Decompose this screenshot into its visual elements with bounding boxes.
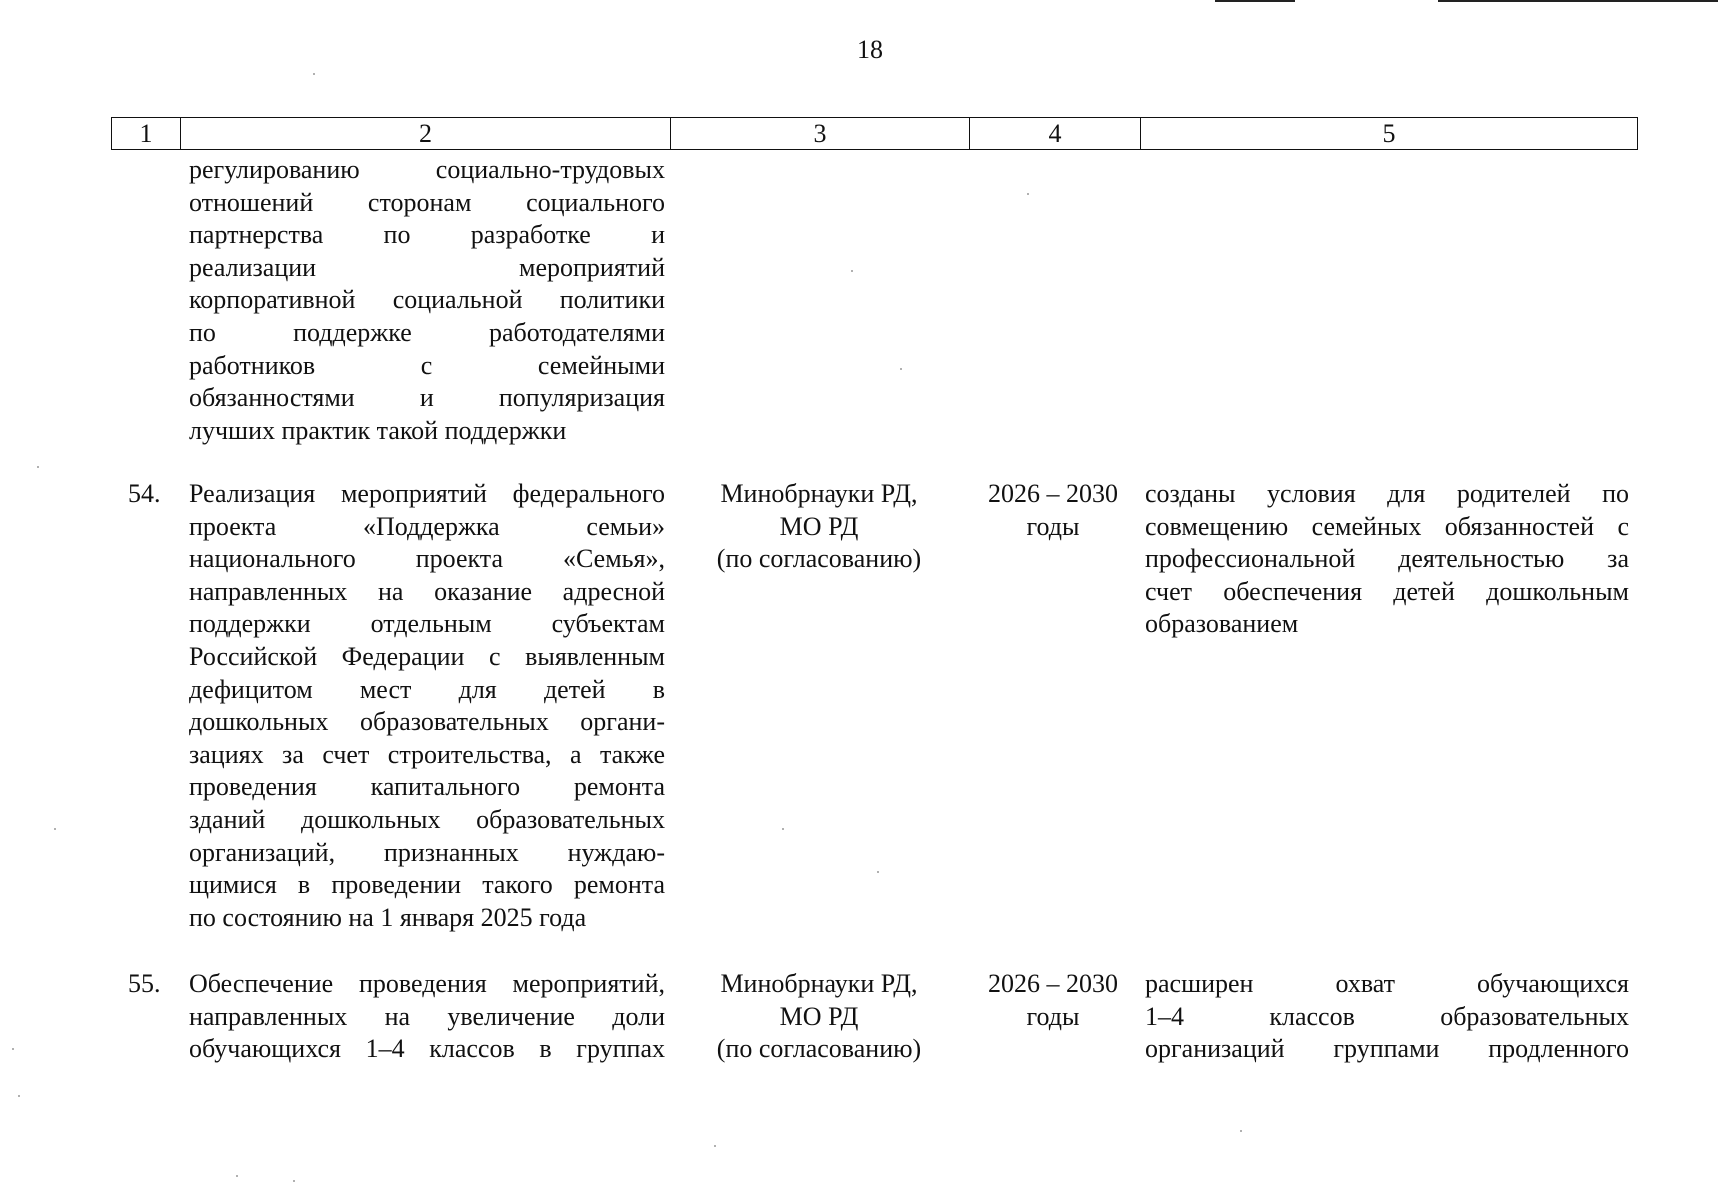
text-line: созданы условия для родителей по bbox=[1145, 479, 1629, 508]
row-event-text bbox=[189, 478, 665, 934]
text-line: образованием bbox=[1145, 609, 1299, 639]
row-result bbox=[1145, 478, 1629, 641]
text-line: проведения капитального ремонта bbox=[189, 772, 665, 802]
text-line: обучающихся 1–4 классов в группах bbox=[189, 1034, 665, 1064]
text-line: работников с семейными bbox=[189, 350, 665, 380]
text-line: 1–4 классов образовательных bbox=[1145, 1001, 1629, 1031]
row-period bbox=[968, 968, 1138, 1033]
text-line: организаций, признанных нуждаю- bbox=[189, 837, 665, 867]
scan-speck bbox=[236, 1175, 238, 1177]
text-line: дошкольных образовательных органи- bbox=[189, 707, 665, 737]
scan-speck bbox=[12, 1048, 14, 1050]
text-line: партнерства по разработке и bbox=[189, 220, 665, 250]
text-line: поддержки отдельным субъектам bbox=[189, 609, 665, 639]
text-line: регулированию социально-трудовых bbox=[189, 155, 665, 184]
column-header-3: 3 bbox=[671, 118, 970, 150]
text-line: годы bbox=[1026, 1001, 1080, 1031]
row-event-text bbox=[189, 968, 665, 1066]
column-header-2: 2 bbox=[181, 118, 671, 150]
page-number: 18 bbox=[857, 35, 883, 64]
column-header-4: 4 bbox=[970, 118, 1141, 150]
text-line: реализации мероприятий bbox=[189, 252, 665, 282]
text-line: зациях за счет строительства, а также bbox=[189, 739, 665, 769]
text-line: направленных на оказание адресной bbox=[189, 576, 665, 606]
scan-speck bbox=[54, 828, 56, 830]
text-line: Обеспечение проведения мероприятий, bbox=[189, 969, 665, 998]
text-line: расширен охват обучающихся bbox=[1145, 969, 1629, 998]
table-header bbox=[111, 117, 1638, 150]
row-number: 54. bbox=[128, 479, 161, 508]
row-result bbox=[1145, 968, 1629, 1066]
text-line: лучших практик такой поддержки bbox=[189, 415, 567, 445]
text-line: МО РД bbox=[779, 1001, 859, 1031]
scan-speck bbox=[18, 1095, 20, 1097]
top-edge-rule bbox=[1215, 0, 1295, 2]
text-line: проекта «Поддержка семьи» bbox=[189, 511, 665, 541]
text-line: Минобрнауки РД, bbox=[720, 479, 918, 508]
continuation-event-text bbox=[189, 154, 665, 447]
text-line: национального проекта «Семья», bbox=[189, 544, 665, 574]
scan-speck bbox=[313, 73, 315, 75]
text-line: зданий дошкольных образовательных bbox=[189, 804, 665, 834]
text-line: по поддержке работодателями bbox=[189, 317, 665, 347]
text-line: щимися в проведении такого ремонта bbox=[189, 870, 665, 900]
scan-speck bbox=[900, 368, 902, 370]
column-header-5: 5 bbox=[1141, 118, 1638, 150]
text-line: (по согласованию) bbox=[716, 544, 922, 574]
text-line: обязанностями и популяризация bbox=[189, 383, 665, 413]
scan-speck bbox=[714, 1145, 716, 1147]
text-line: 2026 – 2030 bbox=[988, 479, 1118, 508]
text-line: отношений сторонам социального bbox=[189, 187, 665, 217]
text-line: Минобрнауки РД, bbox=[720, 969, 918, 998]
text-line: организаций группами продленного bbox=[1145, 1034, 1629, 1064]
text-line: совмещению семейных обязанностей с bbox=[1145, 511, 1629, 541]
text-line: по состоянию на 1 января 2025 года bbox=[189, 902, 587, 932]
text-line: корпоративной социальной политики bbox=[189, 285, 665, 315]
scan-speck bbox=[877, 871, 879, 873]
scan-speck bbox=[782, 828, 784, 830]
text-line: счет обеспечения детей дошкольным bbox=[1145, 576, 1629, 606]
row-number: 55. bbox=[128, 969, 161, 998]
scan-speck bbox=[293, 1180, 295, 1182]
text-line: Реализация мероприятий федерального bbox=[189, 479, 665, 508]
row-executor bbox=[670, 968, 968, 1066]
text-line: 2026 – 2030 bbox=[988, 969, 1118, 998]
text-line: направленных на увеличение доли bbox=[189, 1001, 665, 1031]
text-line: МО РД bbox=[779, 511, 859, 541]
text-line: (по согласованию) bbox=[716, 1034, 922, 1064]
row-period bbox=[968, 478, 1138, 543]
scan-speck bbox=[37, 466, 39, 468]
top-edge-rule bbox=[1438, 0, 1718, 2]
text-line: Российской Федерации с выявленным bbox=[189, 641, 665, 671]
text-line: годы bbox=[1026, 511, 1080, 541]
scan-speck bbox=[851, 270, 853, 272]
scan-speck bbox=[1240, 1130, 1242, 1132]
text-line: дефицитом мест для детей в bbox=[189, 674, 665, 704]
row-executor bbox=[670, 478, 968, 576]
scan-speck bbox=[1027, 193, 1029, 195]
column-header-1: 1 bbox=[112, 118, 181, 150]
text-line: профессиональной деятельностью за bbox=[1145, 544, 1629, 574]
